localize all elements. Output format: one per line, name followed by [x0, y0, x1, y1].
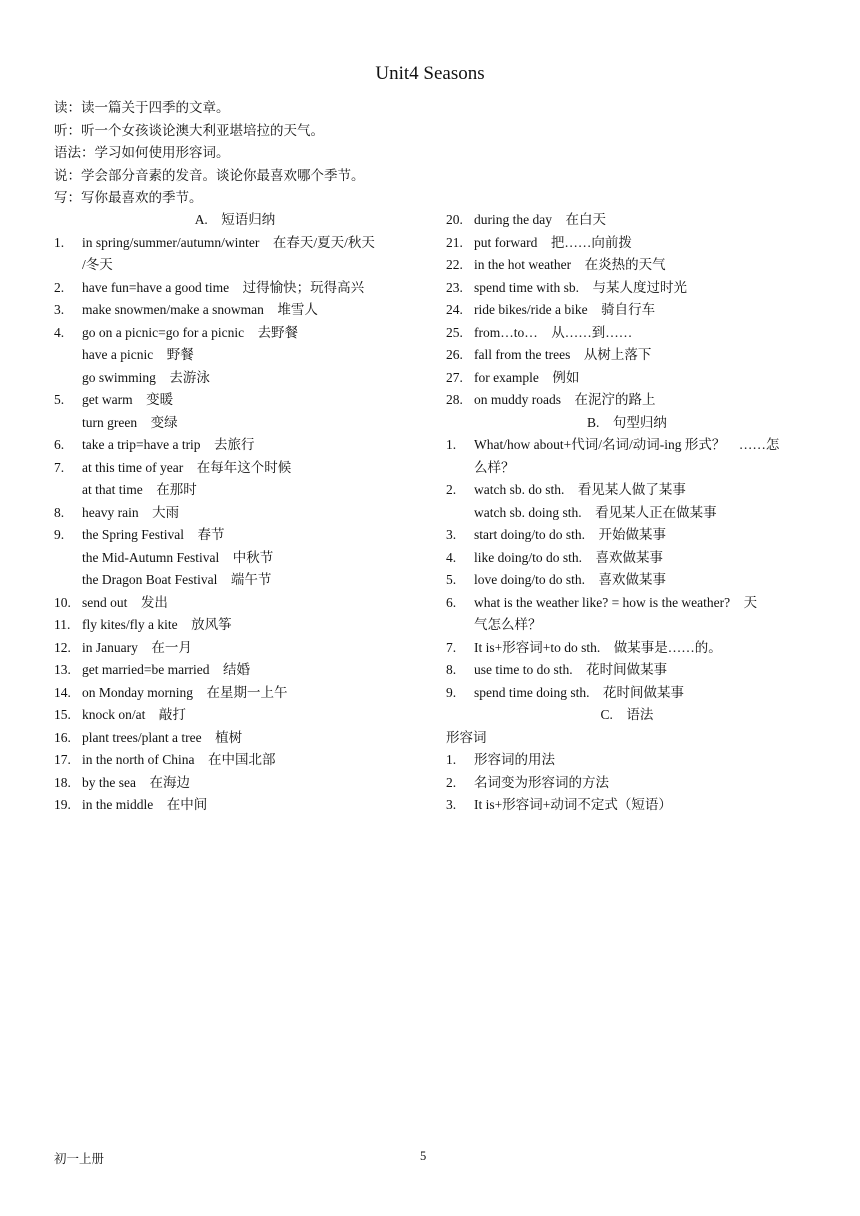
list-item — [54, 502, 416, 525]
item-text: 名词变为形容词的方法 — [474, 774, 609, 790]
list-item — [446, 524, 808, 547]
item-number: 4. — [446, 549, 457, 565]
list-item — [54, 794, 416, 817]
item-number: 17. — [54, 752, 71, 767]
list-item — [446, 254, 808, 277]
list-item — [54, 659, 416, 682]
item-text: fly kites/fly a kite 放风筝 — [82, 617, 232, 632]
item-text: what is the weather like? = how is the weather? 天 — [474, 594, 758, 610]
item-number: 11. — [54, 617, 71, 632]
item-number: 5. — [446, 572, 457, 587]
list-item — [446, 232, 808, 255]
item-text: It is+形容词+to do sth. 做某事是……的。 — [474, 639, 722, 655]
item-text: during the day 在白天 — [474, 212, 606, 227]
item-text: from…to… 从……到…… — [474, 324, 633, 340]
intro-line: 听：听一个女孩谈论澳大利亚堪培拉的天气。 — [54, 122, 324, 138]
item-text: spend time with sb. 与某人度过时光 — [474, 279, 687, 295]
item-text: spend time doing sth. 花时间做某事 — [474, 684, 684, 700]
item-number: 8. — [54, 504, 65, 520]
item-number: 1. — [446, 437, 457, 452]
item-text: get warm 变暖 — [82, 392, 174, 407]
item-number: 6. — [54, 437, 65, 452]
item-text: 气怎么样？ — [474, 617, 542, 632]
item-text: 形容词的用法 — [474, 752, 555, 767]
item-number: 9. — [446, 684, 457, 700]
item-text: go swimming 去游泳 — [82, 369, 210, 385]
list-item — [54, 592, 416, 615]
item-text: love doing/to do sth. 喜欢做某事 — [474, 572, 666, 587]
item-number: 3. — [446, 527, 457, 542]
item-number: 27. — [446, 369, 463, 385]
item-text: watch sb. do sth. 看见某人做了某事 — [474, 482, 686, 497]
item-number: 13. — [54, 662, 71, 677]
list-item — [54, 749, 416, 772]
section-a-heading: A. 短语归纳 — [194, 212, 276, 227]
list-item — [54, 637, 416, 660]
list-item — [446, 749, 808, 772]
list-item — [54, 772, 416, 795]
item-number: 9. — [54, 527, 65, 542]
list-item — [446, 592, 808, 637]
list-item — [446, 659, 808, 682]
list-item — [446, 389, 808, 412]
list-item — [54, 322, 416, 390]
item-number: 1. — [54, 234, 65, 250]
item-number: 19. — [54, 797, 71, 812]
item-number: 7. — [54, 459, 65, 475]
item-text: the Spring Festival 春节 — [82, 527, 225, 542]
item-number: 21. — [446, 234, 463, 250]
item-text: the Mid-Autumn Festival 中秋节 — [82, 549, 274, 565]
footer-book-label: 初一上册 — [54, 1152, 105, 1166]
item-number: 5. — [54, 392, 65, 407]
item-number: 12. — [54, 639, 71, 655]
list-item — [54, 727, 416, 750]
item-text: knock on/at 敲打 — [82, 707, 186, 722]
item-number: 2. — [446, 774, 457, 790]
item-text: on Monday morning 在星期一上午 — [82, 684, 288, 700]
list-item — [446, 299, 808, 322]
list-item — [446, 547, 808, 570]
right-column — [446, 209, 808, 817]
item-text: ride bikes/ride a bike 骑自行车 — [474, 302, 656, 317]
item-number: 4. — [54, 324, 65, 340]
section-b-heading: B. 句型归纳 — [587, 414, 667, 430]
item-text: make snowmen/make a snowman 堆雪人 — [82, 302, 318, 317]
item-number: 2. — [54, 279, 65, 295]
item-number: 1. — [446, 752, 457, 767]
list-item — [446, 367, 808, 390]
item-number: 8. — [446, 662, 457, 677]
item-number: 16. — [54, 729, 71, 745]
item-number: 3. — [54, 302, 65, 317]
list-item — [446, 772, 808, 795]
item-number: 25. — [446, 324, 463, 340]
item-text: at that time 在那时 — [82, 482, 197, 497]
list-item — [54, 232, 416, 277]
item-text: watch sb. doing sth. 看见某人正在做某事 — [474, 504, 717, 520]
item-text: in January 在一月 — [82, 639, 192, 655]
list-item — [54, 434, 416, 457]
item-text: the Dragon Boat Festival 端午节 — [82, 572, 272, 587]
item-text: /冬天 — [82, 257, 113, 272]
list-item — [446, 682, 808, 705]
list-item — [54, 389, 416, 434]
intro-line: 写：写你最喜欢的季节。 — [54, 190, 203, 205]
item-text: send out 发出 — [82, 594, 168, 610]
list-item — [54, 524, 416, 592]
item-number: 14. — [54, 684, 71, 700]
item-text: in the hot weather 在炎热的天气 — [474, 257, 666, 272]
item-text: What/how about+代词/名词/动词-ing 形式？ ……怎 — [474, 437, 780, 452]
item-text: at this time of year 在每年这个时候 — [82, 459, 292, 475]
item-text: have a picnic 野餐 — [82, 347, 194, 362]
item-text: in the north of China 在中国北部 — [82, 752, 276, 767]
item-number: 2. — [446, 482, 457, 497]
page-number: 5 — [420, 1149, 427, 1163]
item-text: fall from the trees 从树上落下 — [474, 347, 652, 362]
item-number: 26. — [446, 347, 463, 362]
list-item — [446, 637, 808, 660]
item-text: 么样？ — [474, 459, 515, 475]
item-text: for example 例如 — [474, 369, 580, 385]
item-text: It is+形容词+动词不定式（短语） — [474, 797, 672, 812]
list-item — [446, 434, 808, 479]
item-text: on muddy roads 在泥泞的路上 — [474, 392, 656, 407]
item-text: by the sea 在海边 — [82, 774, 190, 790]
intro-line: 读：读一篇关于四季的文章。 — [54, 100, 230, 115]
item-number: 15. — [54, 707, 71, 722]
item-text: in the middle 在中间 — [82, 797, 208, 812]
list-item — [446, 569, 808, 592]
item-number: 6. — [446, 594, 457, 610]
item-number: 23. — [446, 279, 463, 295]
list-item — [54, 299, 416, 322]
list-item — [446, 794, 808, 817]
item-text: take a trip=have a trip 去旅行 — [82, 437, 255, 452]
item-text: heavy rain 大雨 — [82, 504, 180, 520]
intro-line: 说：学会部分音素的发音。谈论你最喜欢哪个季节。 — [54, 167, 365, 183]
item-number: 22. — [446, 257, 463, 272]
list-item — [446, 277, 808, 300]
item-number: 20. — [446, 212, 463, 227]
item-text: like doing/to do sth. 喜欢做某事 — [474, 549, 663, 565]
list-item — [446, 344, 808, 367]
list-item — [54, 704, 416, 727]
item-text: go on a picnic=go for a picnic 去野餐 — [82, 324, 299, 340]
item-number: 28. — [446, 392, 463, 407]
list-item — [446, 209, 808, 232]
item-number: 18. — [54, 774, 71, 790]
item-number: 10. — [54, 594, 71, 610]
list-item — [54, 682, 416, 705]
section-c-subtitle: 形容词 — [446, 729, 487, 745]
section-c-heading: C. 语法 — [600, 707, 654, 722]
item-number: 3. — [446, 797, 457, 812]
page-title: Unit4 Seasons — [375, 63, 485, 84]
left-column — [54, 209, 416, 817]
item-text: use time to do sth. 花时间做某事 — [474, 662, 668, 677]
item-text: turn green 变绿 — [82, 414, 178, 430]
list-item — [54, 277, 416, 300]
item-text: start doing/to do sth. 开始做某事 — [474, 527, 666, 542]
list-item — [446, 479, 808, 524]
list-item — [54, 614, 416, 637]
item-text: put forward 把……向前拨 — [474, 234, 632, 250]
list-item — [446, 322, 808, 345]
item-text: have fun=have a good time 过得愉快；玩得高兴 — [82, 279, 365, 295]
item-number: 7. — [446, 639, 457, 655]
item-text: in spring/summer/autumn/winter 在春天/夏天/秋天 — [82, 234, 375, 250]
item-text: get married=be married 结婚 — [82, 662, 251, 677]
intro-objectives — [54, 97, 814, 210]
intro-line: 语法：学习如何使用形容词。 — [54, 145, 230, 160]
item-number: 24. — [446, 302, 463, 317]
item-text: plant trees/plant a tree 植树 — [82, 729, 243, 745]
list-item — [54, 457, 416, 502]
